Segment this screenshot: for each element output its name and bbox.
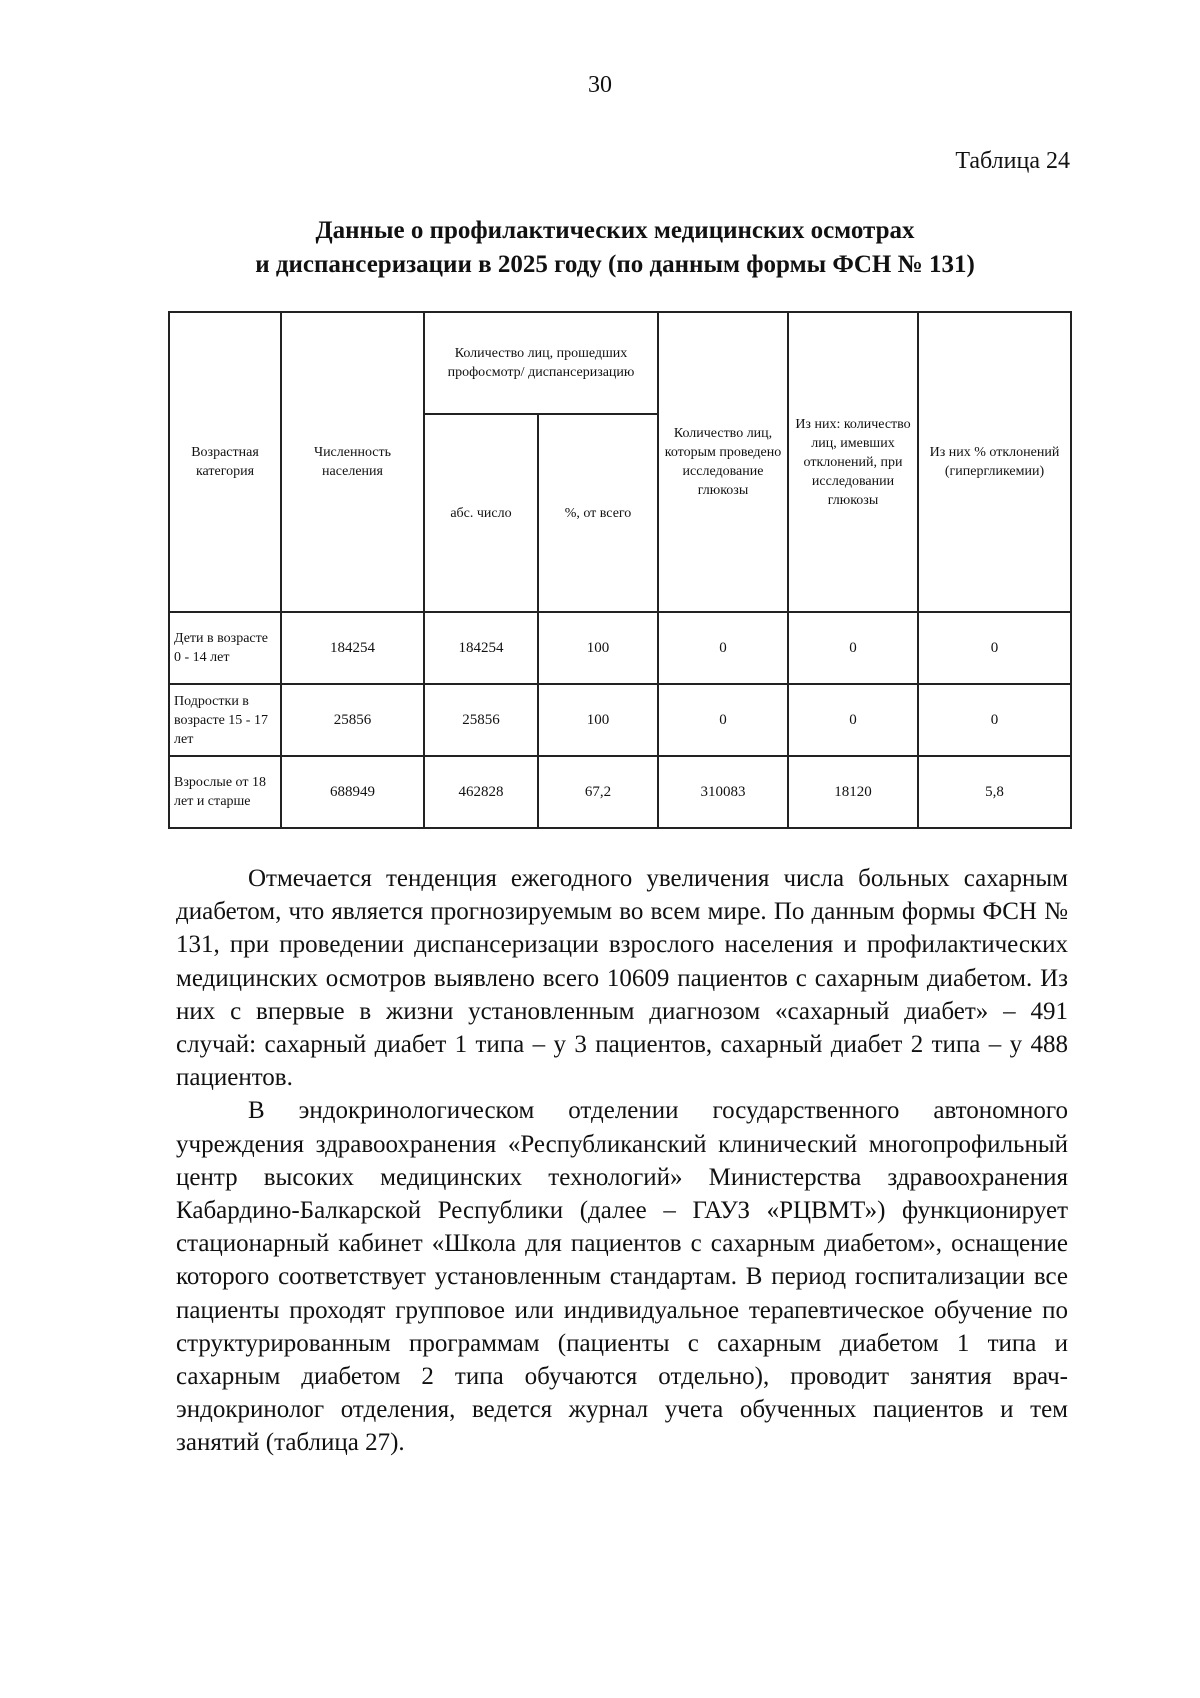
cell-deviations: 0 — [788, 684, 918, 756]
table-row-teens — [169, 684, 1071, 756]
cell-pct-deviations: 0 — [918, 684, 1071, 756]
cell-deviations: 18120 — [788, 756, 918, 828]
cell-population: 184254 — [281, 612, 424, 684]
examinations-table — [168, 311, 1072, 829]
header-population: Численность населения — [281, 312, 424, 612]
table-label: Таблица 24 — [955, 148, 1070, 174]
cell-abs: 462828 — [424, 756, 538, 828]
table-row-children — [169, 612, 1071, 684]
table-title-line-2: и диспансеризации в 2025 году (по данным формы ФСН № 131) — [255, 251, 975, 278]
header-pct-deviations: Из них % отклонений (гипергликемии) — [918, 312, 1071, 612]
header-abs: абс. число — [424, 414, 538, 612]
cell-population: 688949 — [281, 756, 424, 828]
header-age-category: Возрастная категория — [169, 312, 281, 612]
cell-glucose: 0 — [658, 684, 788, 756]
cell-category: Дети в возрасте 0 - 14 лет — [169, 612, 281, 684]
cell-abs: 184254 — [424, 612, 538, 684]
table-title — [150, 214, 1080, 282]
cell-deviations: 0 — [788, 612, 918, 684]
cell-pct-deviations: 5,8 — [918, 756, 1071, 828]
cell-category: Подростки в возрасте 15 - 17 лет — [169, 684, 281, 756]
table-title-line-1: Данные о профилактических медицинских осмотрах — [315, 217, 915, 244]
header-pct: %, от всего — [538, 414, 658, 612]
table-row-adults — [169, 756, 1071, 828]
cell-pct-deviations: 0 — [918, 612, 1071, 684]
header-deviations: Из них: количество лиц, имевших отклонений, при исследовании глюкозы — [788, 312, 918, 612]
cell-population: 25856 — [281, 684, 424, 756]
cell-pct: 67,2 — [538, 756, 658, 828]
page-number: 30 — [588, 72, 612, 98]
cell-pct: 100 — [538, 612, 658, 684]
cell-pct: 100 — [538, 684, 658, 756]
header-examined-group: Количество лиц, прошедших профосмотр/ диспансеризацию — [424, 312, 658, 414]
cell-category: Взрослые от 18 лет и старше — [169, 756, 281, 828]
cell-abs: 25856 — [424, 684, 538, 756]
cell-glucose: 310083 — [658, 756, 788, 828]
cell-glucose: 0 — [658, 612, 788, 684]
body-text — [176, 862, 1068, 1460]
header-glucose-tested: Количество лиц, которым проведено исследование глюкозы — [658, 312, 788, 612]
paragraph-diabetes-trend: Отмечается тенденция ежегодного увеличения числа больных сахарным диабетом, что является прогнозируемым во всем мире. По данным формы ФСН № 131, при проведении диспансеризации взрослого населения и профилактических медицинских осмотров выявлено всего 10609 пациентов с сахарным диабетом. Из них с впервые в жизни установленным диагнозом «сахарный диабет» – 491 случай: сахарный диабет 1 типа – у 3 пациентов, сахарный диабет 2 типа – у 488 пациентов. — [176, 865, 1068, 1092]
paragraph-endocrinology-school: В эндокринологическом отделении государственного автономного учреждения здравоохранения «Республиканский клинический многопрофильный центр высоких медицинских технологий» Министерства здравоохранения Кабардино-Балкарской Республики (далее – ГАУЗ «РЦВМТ») функционирует стационарный кабинет «Школа для пациентов с сахарным диабетом», оснащение которого соответствует установленным стандартам. В период госпитализации все пациенты проходят групповое или индивидуальное терапевтическое обучение по структурированным программам (пациенты с сахарным диабетом 1 типа и сахарным диабетом 2 типа обучаются отдельно), проводит занятия врач-эндокринолог отделения, ведется журнал учета обученных пациентов и тем занятий (таблица 27). — [176, 1097, 1068, 1457]
